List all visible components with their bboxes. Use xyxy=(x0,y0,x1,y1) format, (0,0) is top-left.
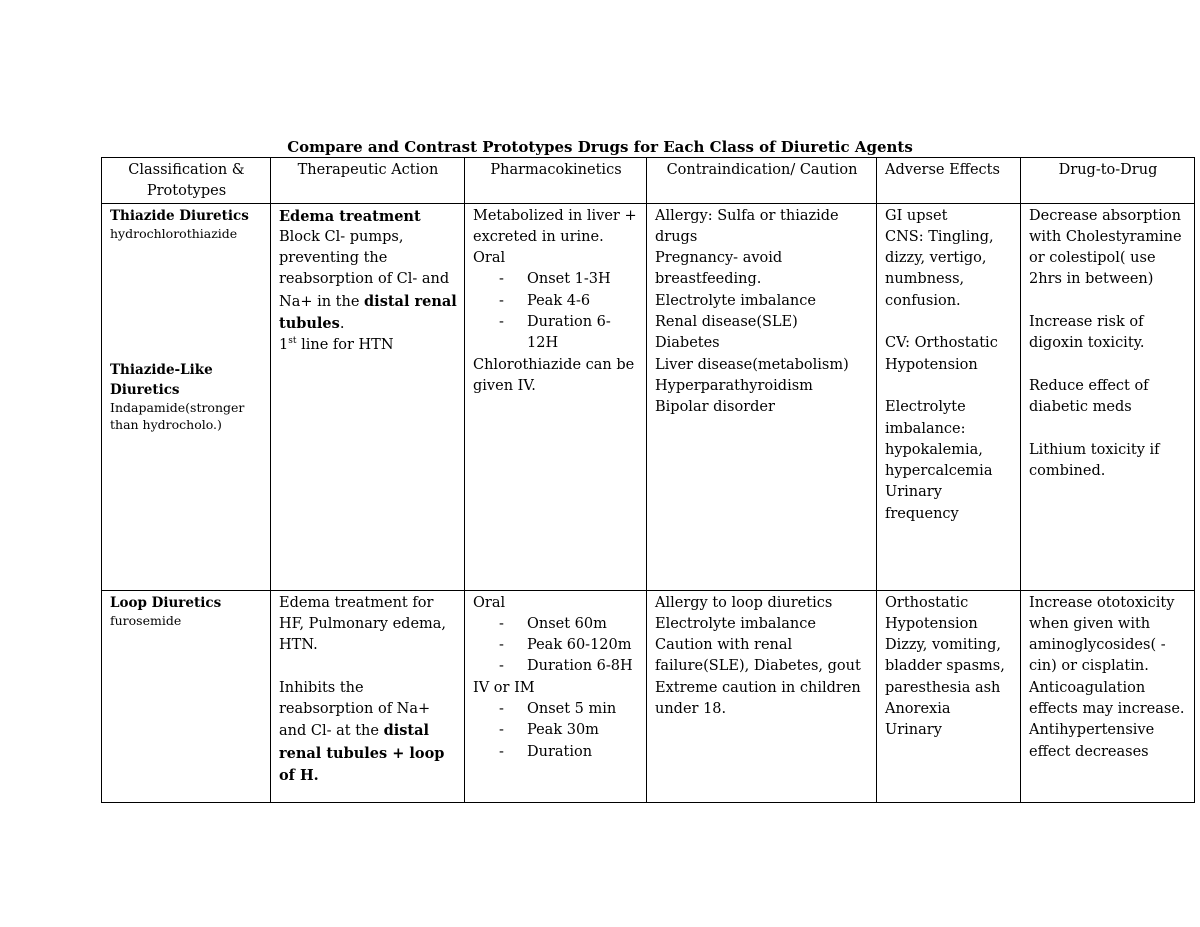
prototype-drug: furosemide xyxy=(110,612,182,628)
drug-interaction-cell xyxy=(1021,203,1195,590)
interaction-item: Increase ototoxicity when given with aminoglycosides( -cin) or cisplatin. xyxy=(1029,594,1180,675)
pk-bullet-text: Onset 1-3H xyxy=(527,271,611,288)
contra-item: Electrolyte imbalance xyxy=(655,615,816,632)
pk-route: Oral xyxy=(473,250,506,267)
adverse-effects-cell xyxy=(877,203,1021,590)
diuretics-comparison-table xyxy=(101,157,1195,803)
spacer xyxy=(1029,291,1187,312)
pk-bullet xyxy=(473,291,639,312)
prototype-drug: hydrochlorothiazide xyxy=(110,225,238,241)
contra-item: Hyperparathyroidism xyxy=(655,377,813,394)
pk-bullet xyxy=(473,269,639,290)
contraindication-cell xyxy=(647,203,877,590)
class-name: Loop Diuretics xyxy=(110,594,222,611)
adverse-effects-cell xyxy=(877,590,1021,802)
adverse-item: GI upset xyxy=(885,207,948,224)
pk-bullet xyxy=(473,656,639,677)
dash-marker: - xyxy=(499,271,504,288)
therapeutic-action-cell xyxy=(271,590,465,802)
classification-cell xyxy=(102,590,271,802)
pk-bullet xyxy=(473,312,639,355)
class-name: Thiazide Diuretics xyxy=(110,207,249,224)
spacer xyxy=(110,242,263,360)
dash-marker: - xyxy=(499,314,504,331)
spacer xyxy=(1029,419,1187,440)
spacer xyxy=(885,376,1013,397)
therapeutic-period: . xyxy=(339,316,345,333)
line-suffix: st xyxy=(288,336,297,347)
pk-text: Chlorothiazide can be given IV. xyxy=(473,356,639,394)
spacer xyxy=(885,312,1013,333)
pk-bullet xyxy=(473,635,639,656)
therapeutic-emphasis: distal renal tubules + loop of H. xyxy=(279,722,445,784)
header-row xyxy=(102,158,1195,204)
therapeutic-heading: Edema treatment xyxy=(279,207,421,225)
dash-marker: - xyxy=(499,292,504,309)
contra-item: Renal disease(SLE) xyxy=(655,314,798,331)
table-row xyxy=(102,590,1195,802)
spacer xyxy=(279,656,457,677)
pk-route: Oral xyxy=(473,594,506,611)
table-row xyxy=(102,203,1195,590)
pk-bullet-text: Peak 4-6 xyxy=(527,292,591,309)
header-pharmacokinetics: Pharmacokinetics xyxy=(465,158,647,204)
classification-cell xyxy=(102,203,271,590)
therapeutic-text: Inhibits the reabsorption of Na+ and Cl- at the xyxy=(279,679,431,740)
adverse-item: Urinary xyxy=(885,722,942,739)
class-name: Thiazide-Like Diuretics xyxy=(110,362,213,399)
spacer xyxy=(1029,355,1187,376)
adverse-item: CNS: Tingling, dizzy, vertigo, numbness, confusion. xyxy=(885,228,999,309)
contraindication-cell xyxy=(647,590,877,802)
line-number: 1 xyxy=(279,337,289,354)
prototype-drug: Indapamide(stronger than hydrocholo.) xyxy=(110,400,245,432)
dash-marker: - xyxy=(499,701,504,718)
adverse-item: Orthostatic Hypotension xyxy=(885,594,978,632)
pk-bullet xyxy=(473,742,639,763)
header-therapeutic-action: Therapeutic Action xyxy=(271,158,465,204)
adverse-item: CV: Orthostatic Hypotension xyxy=(885,335,1003,373)
adverse-item: Electrolyte imbalance: hypokalemia, hypercalcemia xyxy=(885,399,993,480)
therapeutic-line-note xyxy=(279,335,457,356)
interaction-item: Reduce effect of diabetic meds xyxy=(1029,377,1154,416)
pk-bullet-text: Duration 6-8H xyxy=(527,658,633,675)
pk-bullet xyxy=(473,614,639,635)
contra-item: Allergy to loop diuretics xyxy=(655,594,833,611)
interaction-item: Decrease absorption with Cholestyramine or colestipol( use 2hrs in between) xyxy=(1029,207,1187,288)
pharmacokinetics-cell xyxy=(465,203,647,590)
adverse-item: Dizzy, vomiting, bladder spasms, paresthesia ash xyxy=(885,637,1010,696)
header-adverse-effects: Adverse Effects xyxy=(877,158,1021,204)
contra-item: Electrolyte imbalance xyxy=(655,292,816,309)
contra-item: Diabetes xyxy=(655,335,720,352)
header-classification: Classification & Prototypes xyxy=(102,158,271,204)
dash-marker: - xyxy=(499,722,504,739)
dash-marker: - xyxy=(499,637,504,654)
interaction-item: Lithium toxicity if combined. xyxy=(1029,441,1165,480)
pk-bullet-text: Duration xyxy=(527,743,593,760)
adverse-item: Urinary frequency xyxy=(885,484,959,522)
pk-bullet xyxy=(473,699,639,720)
contra-item: Bipolar disorder xyxy=(655,399,775,416)
document-title: Compare and Contrast Prototypes Drugs for Each Class of Diuretic Agents xyxy=(287,138,913,156)
therapeutic-text: Edema treatment for HF, Pulmonary edema, HTN. xyxy=(279,594,451,654)
header-contraindication: Contraindication/ Caution xyxy=(647,158,877,204)
header-drug-to-drug: Drug-to-Drug xyxy=(1021,158,1195,204)
therapeutic-emphasis: distal renal tubules xyxy=(279,292,457,333)
pharmacokinetics-cell xyxy=(465,590,647,802)
pk-bullet-text: Peak 60-120m xyxy=(527,637,632,654)
pk-bullet-text: Onset 60m xyxy=(527,615,607,632)
interaction-item: Antihypertensive effect decreases xyxy=(1029,722,1159,760)
interaction-item: Anticoagulation effects may increase. xyxy=(1029,679,1185,718)
pk-bullet-text: Duration 6-12H xyxy=(527,314,611,352)
therapeutic-text: Block Cl- pumps, preventing the reabsorption of Cl- and Na+ in the xyxy=(279,228,450,310)
line-text: line for HTN xyxy=(296,337,394,354)
pk-bullet xyxy=(473,720,639,741)
pk-text: Metabolized in liver + excreted in urine. xyxy=(473,207,642,245)
contra-item: Liver disease(metabolism) xyxy=(655,356,849,373)
contra-item: Pregnancy- avoid breastfeeding. xyxy=(655,250,787,288)
pk-bullet-text: Peak 30m xyxy=(527,722,599,739)
interaction-item: Increase risk of digoxin toxicity. xyxy=(1029,314,1149,352)
contra-item: Extreme caution in children under 18. xyxy=(655,679,866,718)
therapeutic-action-cell xyxy=(271,203,465,590)
contra-item: Caution with renal failure(SLE), Diabetes, gout xyxy=(655,637,861,675)
pk-route: IV or IM xyxy=(473,679,535,696)
dash-marker: - xyxy=(499,615,504,632)
contra-item: Allergy: Sulfa or thiazide drugs xyxy=(655,207,844,245)
adverse-item: Anorexia xyxy=(885,701,951,718)
drug-interaction-cell xyxy=(1021,590,1195,802)
pk-bullet-text: Onset 5 min xyxy=(527,701,617,718)
dash-marker: - xyxy=(499,658,504,675)
dash-marker: - xyxy=(499,743,504,760)
